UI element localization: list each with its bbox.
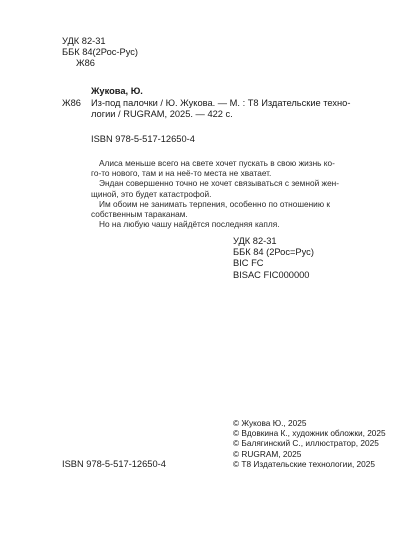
copyright-line: © Жукова Ю., 2025 [233,418,307,428]
copyright-line: © Вдовкина К., художник обложки, 2025 [233,428,386,439]
classification-codes [233,236,314,281]
annotation-line: Эндан совершенно точно не хочет связываться с земной жен- [99,178,340,189]
isbn-top: ISBN 978-5-517-12650-4 [91,134,195,144]
author-mark: Ж86 [76,58,95,69]
annotation-line: го-то нового, там и на неё-то места не хватает. [91,168,272,179]
author-mark-entry: Ж86 [62,98,81,108]
bbk-code: ББК 84(2Рос-Рус) [62,47,139,58]
annotation-line: Но на любую чашу найдётся последняя капля. [99,219,280,230]
copyright-line: © Балягинский С., иллюстратор, 2025 [233,438,379,449]
copyright-notices [233,418,386,469]
copyright-line: © Т8 Издательские технологии, 2025 [233,458,376,469]
classification-line: BISAC FIC000000 [233,269,310,280]
annotation-line: Им обоим не занимать терпения, особенно по отношению к [99,198,330,209]
bibliographic-entry [91,98,350,120]
copyright-line: © RUGRAM, 2025 [233,448,302,459]
isbn-bottom: ISBN 978-5-517-12650-4 [62,459,166,469]
annotation-line: щиной, это будет катастрофой. [91,188,212,199]
annotation-line: собственным тараканам. [91,209,188,220]
entry-line: логии / RUGRAM, 2025. — 422 с. [91,109,233,120]
author-heading: Жукова, Ю. [91,86,143,96]
classification-line: BIC FC [233,258,264,269]
entry-line: Из-под палочки / Ю. Жукова. — М. : Т8 Издательские техно- [91,98,351,108]
annotation-line: Алиса меньше всего на свете хочет пускать в свою жизнь ко- [99,158,335,168]
classification-line: ББК 84 (2Рос=Рус) [233,247,314,258]
udk-code: УДК 82-31 [62,36,106,46]
header-codes [62,36,138,70]
classification-line: УДК 82-31 [233,236,277,246]
annotation [91,158,339,229]
